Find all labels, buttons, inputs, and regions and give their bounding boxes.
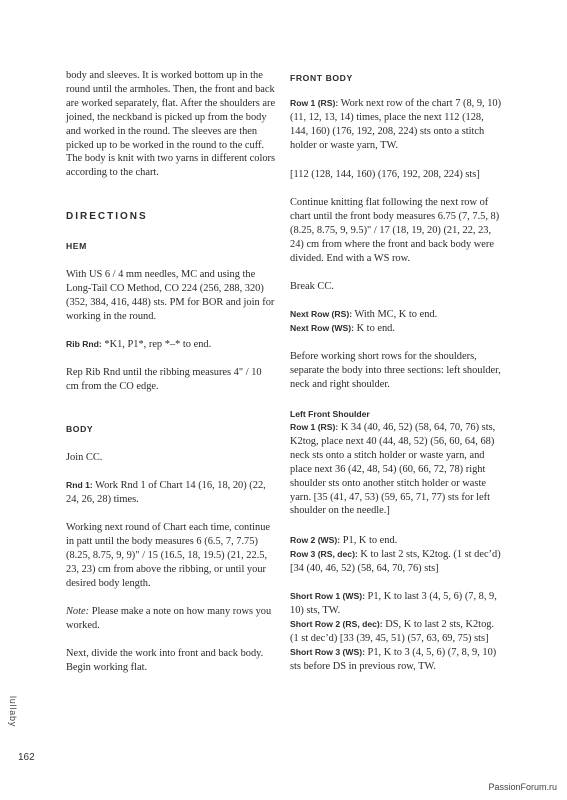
intro-paragraph: body and sleeves. It is worked bottom up in the round until the armholes. Then, the front and back are worked separately, flat. After the shoulders are joined, the neckband is picked up from the body and worked in the round. The sleeves are then picked up to be worked in the round to the cuff. The body is knit with two yarns in different colors according to the chart. xyxy=(66,70,276,179)
note-paragraph xyxy=(66,605,276,633)
next-row-rs-text: With MC, K to end. xyxy=(352,309,438,320)
front-body-heading: FRONT BODY xyxy=(290,73,353,83)
rib-round-paragraph xyxy=(66,338,276,352)
rib-round-label: Rib Rnd: xyxy=(66,339,102,349)
short-row3-text: P1, K to 3 (4, 5, 6) (7, 8, 9, 10) sts before DS in previous row, TW. xyxy=(290,647,497,672)
break-paragraph: Break CC. xyxy=(290,281,334,292)
ls-row3-paragraph xyxy=(290,548,504,576)
directions-heading: DIRECTIONS xyxy=(66,211,148,222)
ls-row3-label: Row 3 (RS, dec): xyxy=(290,549,358,559)
repeat-rib-paragraph: Rep Rib Rnd until the ribbing measures 4" / 10 cm from the CO edge. xyxy=(66,367,262,392)
divide-paragraph: Next, divide the work into front and back body. Begin working flat. xyxy=(66,648,264,673)
next-row-rs-paragraph xyxy=(290,308,504,322)
short-row2-paragraph xyxy=(290,618,504,646)
short-row1-paragraph xyxy=(290,590,504,618)
rnd1-label: Rnd 1: xyxy=(66,480,93,490)
join-paragraph: Join CC. xyxy=(66,452,103,463)
hem-paragraph: With US 6 / 4 mm needles, MC and using the Long-Tail CO Method, CO 224 (256, 288, 320) (352, 384, 416, 448) sts. PM for BOR and join for working in the round. xyxy=(66,269,275,322)
working-paragraph: Working next round of Chart each time, continue in patt until the body measures 6 (6.5, 7, 7.75) (8.25, 8.75, 9, 9)" / 15 (16.5, 18, 19.5) (21, 22.5, 23, 23) cm from above the ribbing, or until your desired body length. xyxy=(66,522,271,589)
note-text: Please make a note on how many rows you worked. xyxy=(66,606,272,631)
rnd1-paragraph xyxy=(66,479,276,507)
body-heading: BODY xyxy=(66,424,94,434)
front-row1-text: Work next row of the chart 7 (8, 9, 10) (11, 12, 13, 14) times, place the next 112 (128, 144, 160) (176, 192, 208, 224) sts onto a stitch holder or waste yarn, TW. xyxy=(290,98,502,151)
short-row2-label: Short Row 2 (RS, dec): xyxy=(290,619,383,629)
ls-row1-label: Row 1 (RS): xyxy=(290,422,339,432)
running-title: lullaby xyxy=(8,696,18,728)
watermark: PassionForum.ru xyxy=(488,782,557,792)
left-shoulder-heading: Left Front Shoulder xyxy=(290,409,370,419)
hem-heading: HEM xyxy=(66,241,87,251)
ls-row2-text: P1, K to end. xyxy=(340,535,398,546)
ls-row1-text: K 34 (40, 46, 52) (58, 64, 70, 76) sts, K2tog, place next 40 (44, 48, 52) (56, 60, 64, 68) neck sts onto a stitch holder or waste yarn, and place next 36 (42, 48, 54) (60, 66, 72, 78) right shoulder sts onto another stitch holder or waste yarn. [35 (41, 47, 53) (59, 65, 71, 77) sts for left shoulder on the needle.] xyxy=(290,422,496,517)
short-row3-label: Short Row 3 (WS): xyxy=(290,647,365,657)
next-row-ws-label: Next Row (WS): xyxy=(290,323,354,333)
next-row-ws-paragraph xyxy=(290,322,504,336)
next-row-ws-text: K to end. xyxy=(353,323,395,334)
ls-row1-paragraph xyxy=(290,421,504,518)
continue-paragraph: Continue knitting flat following the next row of chart until the front body measures 6.75 (7, 7.5, 8) (8.25, 8.75, 9, 9.5)" / 17 (18, 19, 20) (21, 22, 23, 24) cm from where the front and back body were divided. End with a WS row. xyxy=(290,197,500,264)
next-row-rs-label: Next Row (RS): xyxy=(290,309,353,319)
short-row1-label: Short Row 1 (WS): xyxy=(290,591,365,601)
rib-round-text: *K1, P1*, rep *–* to end. xyxy=(101,339,212,350)
front-row1-paragraph xyxy=(290,97,504,153)
short-row1-text: P1, K to last 3 (4, 5, 6) (7, 8, 9, 10) sts, TW. xyxy=(290,591,497,616)
ls-row2-paragraph xyxy=(290,534,504,548)
page-number: 162 xyxy=(18,752,35,763)
rnd1-text: Work Rnd 1 of Chart 14 (16, 18, 20) (22, 24, 26, 28) times. xyxy=(66,480,266,505)
ls-row2-label: Row 2 (WS): xyxy=(290,535,341,545)
short-row2-text: DS, K to last 2 sts, K2tog. (1 st dec’d) [33 (39, 45, 51) (57, 63, 69, 75) sts] xyxy=(290,619,495,644)
front-row1-label: Row 1 (RS): xyxy=(290,98,339,108)
ls-row3-text: K to last 2 sts, K2tog. (1 st dec’d) [34 (40, 46, 52) (58, 64, 70, 76) sts] xyxy=(290,549,501,574)
before-paragraph: Before working short rows for the shoulders, separate the body into three sections: left shoulder, neck and right shoulder. xyxy=(290,351,501,390)
stitch-count-paragraph: [112 (128, 144, 160) (176, 192, 208, 224) sts] xyxy=(290,169,480,180)
short-row3-paragraph xyxy=(290,646,504,674)
note-label: Note: xyxy=(66,606,90,617)
